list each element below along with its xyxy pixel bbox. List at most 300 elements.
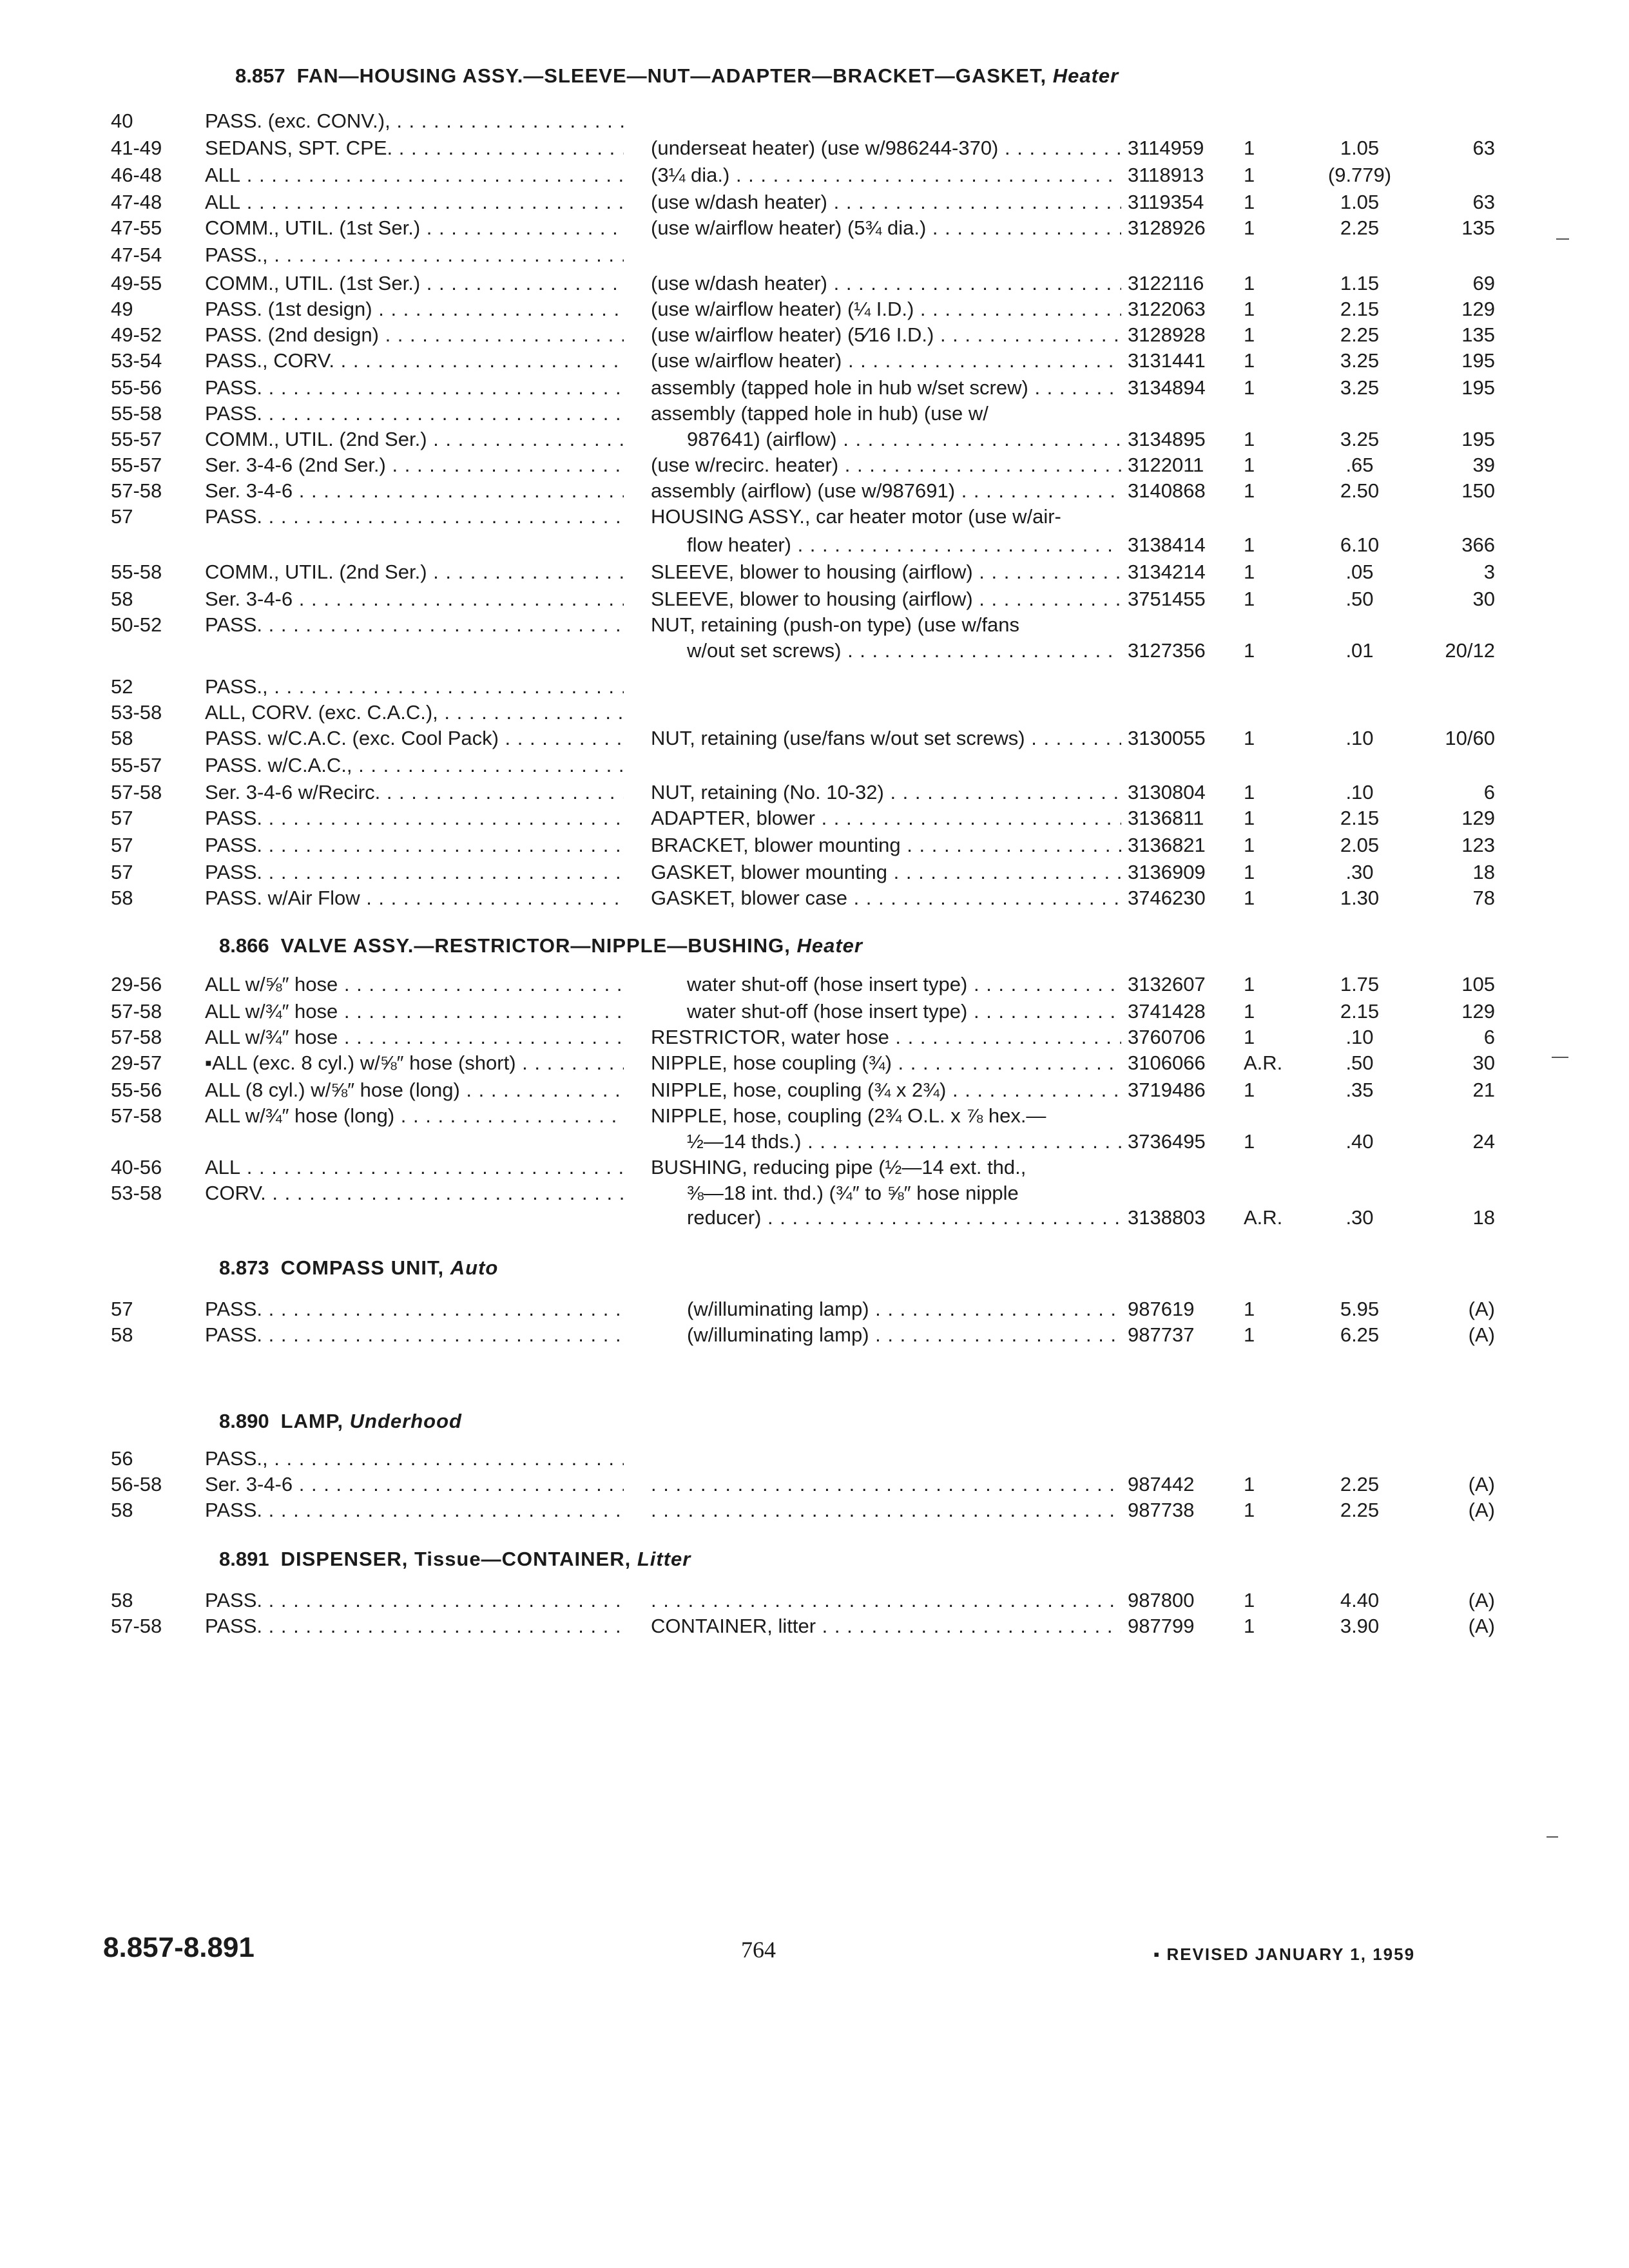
description-cell: (3¼ dia.) . . . — [651, 162, 1121, 188]
part-number-cell: 3136811 — [1128, 807, 1204, 829]
model-cell: ▪ALL (exc. 8 cyl.) w/⅝″ hose (short) . . . — [205, 1050, 624, 1076]
model-cell: ALL w/⅝″ hose . . . — [205, 972, 624, 997]
group-price-cell: 69 — [1472, 272, 1495, 294]
group-price-cell: 6 — [1483, 1026, 1495, 1048]
part-number-cell: 987737 — [1128, 1323, 1195, 1346]
footer-revised-date: ▪ REVISED JANUARY 1, 1959 — [1153, 1945, 1416, 1964]
model-cell: PASS. . . . — [205, 1497, 624, 1523]
description-cell: NIPPLE, hose coupling (¾) . . . — [651, 1050, 1121, 1076]
quantity-cell: 1 — [1244, 781, 1255, 803]
year-cell: 57-58 — [111, 1026, 162, 1048]
section-heading — [219, 1548, 691, 1571]
price-cell: .30 — [1345, 1206, 1374, 1229]
parts-row — [0, 322, 1629, 351]
quantity-cell: 1 — [1244, 298, 1255, 320]
group-price-cell: 20/12 — [1445, 639, 1495, 662]
year-cell: 46-48 — [111, 164, 162, 186]
model-cell: PASS., CORV. . . . — [205, 348, 624, 374]
price-cell: 6.25 — [1340, 1323, 1380, 1346]
part-number-cell: 987800 — [1128, 1589, 1195, 1611]
year-cell: 57 — [111, 807, 133, 829]
section-number: 8.873 — [219, 1256, 269, 1279]
section-heading — [219, 1410, 462, 1433]
price-cell: 3.25 — [1340, 349, 1380, 372]
quantity-cell: 1 — [1244, 349, 1255, 372]
year-cell: 57 — [111, 505, 133, 528]
parts-row — [0, 1129, 1629, 1157]
price-cell: .50 — [1345, 1052, 1374, 1074]
description-cell: (use w/airflow heater) (5⁄16 I.D.) . . . — [651, 322, 1121, 348]
group-price-cell: (A) — [1468, 1615, 1495, 1637]
model-cell: Ser. 3-4-6 (2nd Ser.) . . . — [205, 452, 624, 478]
year-cell: 29-57 — [111, 1052, 162, 1074]
year-cell: 58 — [111, 1323, 133, 1346]
group-price-cell: (A) — [1468, 1473, 1495, 1495]
parts-row — [0, 189, 1629, 218]
part-number-cell: 3122011 — [1128, 454, 1204, 476]
parts-row — [0, 375, 1629, 403]
part-number-cell: 3138414 — [1128, 533, 1206, 556]
year-cell: 57-58 — [111, 1104, 162, 1127]
description-cell: (w/illuminating lamp) . . . — [687, 1322, 1121, 1348]
price-cell: (9.779) — [1327, 164, 1392, 186]
model-cell: Ser. 3-4-6 . . . — [205, 586, 624, 612]
description-cell: GASKET, blower case . . . — [651, 885, 1121, 911]
year-cell: 47-54 — [111, 244, 162, 266]
part-number-cell: 3127356 — [1128, 639, 1206, 662]
year-cell: 53-58 — [111, 701, 162, 724]
section-title: LAMP, — [280, 1410, 344, 1432]
section-heading — [219, 934, 863, 957]
description-cell: (use w/airflow heater) . . . — [651, 348, 1121, 374]
year-cell: 49-55 — [111, 272, 162, 294]
model-cell: PASS. w/C.A.C., . . . — [205, 753, 624, 778]
parts-row — [0, 242, 1629, 271]
parts-row — [0, 1588, 1629, 1616]
parts-row — [0, 805, 1629, 834]
quantity-cell: 1 — [1244, 887, 1255, 909]
year-cell: 56-58 — [111, 1473, 162, 1495]
price-cell: 1.05 — [1340, 137, 1380, 159]
description-cell: NUT, retaining (use/fans w/out set screws) . . . — [651, 726, 1121, 751]
description-cell — [651, 1472, 1121, 1497]
model-cell: PASS. . . . — [205, 1588, 624, 1613]
parts-row — [0, 586, 1629, 615]
description-cell: GASKET, blower mounting . . . — [651, 860, 1121, 885]
quantity-cell: 1 — [1244, 973, 1255, 995]
price-cell: .10 — [1345, 781, 1374, 803]
section-heading — [219, 1256, 498, 1280]
year-cell: 55-57 — [111, 428, 162, 450]
year-cell: 58 — [111, 887, 133, 909]
description-cell: RESTRICTOR, water hose . . . — [651, 1024, 1121, 1050]
margin-tick — [1547, 1836, 1558, 1838]
description-cell — [651, 1588, 1121, 1613]
model-cell: PASS. . . . — [205, 832, 624, 858]
quantity-cell: 1 — [1244, 561, 1255, 583]
quantity-cell: 1 — [1244, 1079, 1255, 1101]
price-cell: .30 — [1345, 861, 1374, 883]
parts-row — [0, 972, 1629, 1000]
quantity-cell: 1 — [1244, 428, 1255, 450]
parts-row — [0, 1497, 1629, 1526]
year-cell: 55-58 — [111, 561, 162, 583]
group-price-cell: 129 — [1461, 298, 1495, 320]
part-number-cell: 987799 — [1128, 1615, 1195, 1637]
part-number-cell: 3136909 — [1128, 861, 1206, 883]
group-price-cell: 30 — [1472, 588, 1495, 610]
year-cell: 49 — [111, 298, 133, 320]
year-cell: 58 — [111, 727, 133, 749]
group-price-cell: 78 — [1472, 887, 1495, 909]
part-number-cell: 3736495 — [1128, 1130, 1206, 1153]
year-cell: 55-58 — [111, 402, 162, 425]
description-cell: assembly (tapped hole in hub) (use w/ — [651, 402, 988, 425]
description-cell: ½—14 thds.) . . . — [687, 1129, 1121, 1155]
section-number: 8.891 — [219, 1548, 269, 1570]
parts-row — [0, 401, 1629, 429]
footer-page-number: 764 — [741, 1937, 776, 1963]
year-cell: 57-58 — [111, 1000, 162, 1023]
model-cell: PASS. w/C.A.C. (exc. Cool Pack) . . . — [205, 726, 624, 751]
group-price-cell: 129 — [1461, 1000, 1495, 1023]
part-number-cell: 3122063 — [1128, 298, 1206, 320]
quantity-cell: 1 — [1244, 376, 1255, 399]
year-cell: 57-58 — [111, 479, 162, 502]
description-cell: (use w/dash heater) . . . — [651, 271, 1121, 296]
description-cell: water shut-off (hose insert type) . . . — [687, 972, 1121, 997]
year-cell: 56 — [111, 1447, 133, 1470]
parts-row — [0, 1446, 1629, 1474]
model-cell: COMM., UTIL. (2nd Ser.) . . . — [205, 427, 624, 452]
part-number-cell: 3118913 — [1128, 164, 1204, 186]
model-cell: PASS. . . . — [205, 1296, 624, 1322]
group-price-cell: 18 — [1472, 861, 1495, 883]
parts-row — [0, 559, 1629, 588]
quantity-cell: 1 — [1244, 216, 1255, 239]
section-title: COMPASS UNIT, — [280, 1256, 445, 1279]
price-cell: .10 — [1345, 727, 1374, 749]
description-cell: SLEEVE, blower to housing (airflow) . . . — [651, 559, 1121, 585]
parts-row — [0, 612, 1629, 640]
part-number-cell: 3746230 — [1128, 887, 1206, 909]
section-title-tail: Litter — [637, 1548, 691, 1570]
model-cell: PASS. (exc. CONV.), . . . — [205, 108, 624, 134]
year-cell: 57 — [111, 861, 133, 883]
part-number-cell: 3128926 — [1128, 216, 1206, 239]
price-cell: 2.15 — [1340, 1000, 1380, 1023]
quantity-cell: 1 — [1244, 861, 1255, 883]
quantity-cell: 1 — [1244, 727, 1255, 749]
model-cell: ALL . . . — [205, 189, 624, 215]
price-cell: 4.40 — [1340, 1589, 1380, 1611]
group-price-cell: 129 — [1461, 807, 1495, 829]
quantity-cell: 1 — [1244, 588, 1255, 610]
quantity-cell: 1 — [1244, 807, 1255, 829]
year-cell: 58 — [111, 1499, 133, 1521]
section-number: 8.866 — [219, 934, 269, 957]
section-title-tail: Underhood — [349, 1410, 462, 1432]
description-cell: (use w/recirc. heater) . . . — [651, 452, 1121, 478]
year-cell: 57-58 — [111, 1615, 162, 1637]
parts-row — [0, 832, 1629, 861]
quantity-cell: 1 — [1244, 1473, 1255, 1495]
part-number-cell: 987619 — [1128, 1298, 1195, 1320]
quantity-cell: 1 — [1244, 454, 1255, 476]
parts-row — [0, 638, 1629, 666]
group-price-cell: (A) — [1468, 1499, 1495, 1521]
price-cell: 3.90 — [1340, 1615, 1380, 1637]
model-cell: CORV. . . . — [205, 1180, 624, 1206]
description-cell: reducer) . . . — [687, 1205, 1121, 1231]
description-cell: ⅜—18 int. thd.) (¾″ to ⅝″ hose nipple — [687, 1182, 1019, 1204]
parts-row — [0, 1155, 1629, 1183]
parts-row — [0, 1472, 1629, 1500]
section-title-tail: Auto — [450, 1256, 499, 1279]
parts-row — [0, 427, 1629, 455]
model-cell: PASS. . . . — [205, 504, 624, 530]
year-cell: 40-56 — [111, 1156, 162, 1178]
year-cell: 53-58 — [111, 1182, 162, 1204]
parts-row — [0, 860, 1629, 888]
description-cell: water shut-off (hose insert type) . . . — [687, 999, 1121, 1024]
quantity-cell: 1 — [1244, 1026, 1255, 1048]
year-cell: 40 — [111, 110, 133, 132]
year-cell: 55-56 — [111, 376, 162, 399]
part-number-cell: 3128928 — [1128, 323, 1206, 346]
section-title-tail: Heater — [796, 934, 863, 957]
year-cell: 55-57 — [111, 454, 162, 476]
section-number: 8.890 — [219, 1410, 269, 1432]
description-cell: BRACKET, blower mounting . . . — [651, 832, 1121, 858]
quantity-cell: 1 — [1244, 639, 1255, 662]
group-price-cell: 6 — [1483, 781, 1495, 803]
description-cell: w/out set screws) . . . — [687, 638, 1121, 664]
model-cell: PASS. . . . — [205, 1613, 624, 1639]
description-cell: SLEEVE, blower to housing (airflow) . . . — [651, 586, 1121, 612]
group-price-cell: 24 — [1472, 1130, 1495, 1153]
group-price-cell: 105 — [1461, 973, 1495, 995]
description-cell: NIPPLE, hose, coupling (¾ x 2¾) . . . — [651, 1077, 1121, 1103]
quantity-cell: A.R. — [1244, 1052, 1283, 1074]
margin-tick — [1552, 1057, 1568, 1058]
group-price-cell: 3 — [1483, 561, 1495, 583]
parts-row — [0, 726, 1629, 754]
model-cell: ALL w/¾″ hose (long) . . . — [205, 1103, 624, 1129]
group-price-cell: 30 — [1472, 1052, 1495, 1074]
part-number-cell: 3114959 — [1128, 137, 1204, 159]
section-title: DISPENSER, Tissue—CONTAINER, — [280, 1548, 631, 1570]
footer-section-range: 8.857-8.891 — [103, 1932, 255, 1963]
part-number-cell: 3719486 — [1128, 1079, 1206, 1101]
price-cell: 2.25 — [1340, 323, 1380, 346]
parts-row — [0, 1322, 1629, 1350]
part-number-cell: 3132607 — [1128, 973, 1206, 995]
quantity-cell: 1 — [1244, 137, 1255, 159]
model-cell: ALL w/¾″ hose . . . — [205, 999, 624, 1024]
quantity-cell: 1 — [1244, 1298, 1255, 1320]
margin-tick — [1556, 238, 1569, 240]
model-cell: PASS. . . . — [205, 612, 624, 638]
price-cell: 1.05 — [1340, 191, 1380, 213]
year-cell: 58 — [111, 588, 133, 610]
model-cell: COMM., UTIL. (1st Ser.) . . . — [205, 271, 624, 296]
year-cell: 55-57 — [111, 754, 162, 776]
description-cell: assembly (tapped hole in hub w/set screw) . . . — [651, 375, 1121, 401]
price-cell: 2.15 — [1340, 807, 1380, 829]
model-cell: PASS., . . . — [205, 242, 624, 268]
parts-row — [0, 532, 1629, 561]
model-cell: Ser. 3-4-6 . . . — [205, 478, 624, 504]
part-number-cell: 3134894 — [1128, 376, 1206, 399]
parts-row — [0, 753, 1629, 781]
year-cell: 29-56 — [111, 973, 162, 995]
quantity-cell: 1 — [1244, 1499, 1255, 1521]
price-cell: .50 — [1345, 588, 1374, 610]
model-cell: PASS. . . . — [205, 401, 624, 427]
quantity-cell: A.R. — [1244, 1206, 1283, 1229]
group-price-cell: (A) — [1468, 1298, 1495, 1320]
parts-row — [0, 108, 1629, 137]
model-cell: Ser. 3-4-6 w/Recirc. . . . — [205, 780, 624, 805]
part-number-cell: 987442 — [1128, 1473, 1195, 1495]
parts-row — [0, 1103, 1629, 1131]
description-cell: CONTAINER, litter . . . — [651, 1613, 1121, 1639]
year-cell: 57 — [111, 1298, 133, 1320]
year-cell: 55-56 — [111, 1079, 162, 1101]
price-cell: 6.10 — [1340, 533, 1380, 556]
section-title: VALVE ASSY.—RESTRICTOR—NIPPLE—BUSHING, — [280, 934, 791, 957]
description-cell: (use w/airflow heater) (5¾ dia.) . . . — [651, 215, 1121, 241]
quantity-cell: 1 — [1244, 164, 1255, 186]
parts-row — [0, 885, 1629, 914]
part-number-cell: 3140868 — [1128, 479, 1206, 502]
part-number-cell: 3760706 — [1128, 1026, 1206, 1048]
quantity-cell: 1 — [1244, 323, 1255, 346]
group-price-cell: 150 — [1461, 479, 1495, 502]
quantity-cell: 1 — [1244, 272, 1255, 294]
parts-row — [0, 296, 1629, 325]
parts-row — [0, 674, 1629, 702]
model-cell: ALL, CORV. (exc. C.A.C.), . . . — [205, 700, 624, 726]
price-cell: 2.25 — [1340, 1473, 1380, 1495]
year-cell: 47-55 — [111, 216, 162, 239]
parts-row — [0, 162, 1629, 191]
price-cell: 2.25 — [1340, 1499, 1380, 1521]
part-number-cell: 3119354 — [1128, 191, 1204, 213]
part-number-cell: 3130055 — [1128, 727, 1206, 749]
price-cell: 3.25 — [1340, 428, 1380, 450]
part-number-cell: 987738 — [1128, 1499, 1195, 1521]
group-price-cell: 63 — [1472, 191, 1495, 213]
part-number-cell: 3130804 — [1128, 781, 1206, 803]
quantity-cell: 1 — [1244, 1000, 1255, 1023]
price-cell: .01 — [1345, 639, 1374, 662]
parts-row — [0, 1613, 1629, 1642]
group-price-cell: 195 — [1461, 376, 1495, 399]
year-cell: 49-52 — [111, 323, 162, 346]
description-cell: (use w/airflow heater) (¼ I.D.) . . . — [651, 296, 1121, 322]
quantity-cell: 1 — [1244, 1323, 1255, 1346]
year-cell: 58 — [111, 1589, 133, 1611]
quantity-cell: 1 — [1244, 834, 1255, 856]
model-cell: PASS., . . . — [205, 674, 624, 700]
group-price-cell: 63 — [1472, 137, 1495, 159]
parts-row — [0, 1296, 1629, 1325]
section-number: 8.857 — [235, 64, 285, 87]
year-cell: 57 — [111, 834, 133, 856]
parts-row — [0, 1205, 1629, 1233]
group-price-cell: 195 — [1461, 428, 1495, 450]
price-cell: 3.25 — [1340, 376, 1380, 399]
part-number-cell: 3106066 — [1128, 1052, 1206, 1074]
group-price-cell: 135 — [1461, 323, 1495, 346]
parts-row — [0, 1077, 1629, 1106]
year-cell: 47-48 — [111, 191, 162, 213]
model-cell: PASS. (2nd design) . . . — [205, 322, 624, 348]
parts-row — [0, 504, 1629, 532]
parts-row — [0, 215, 1629, 244]
quantity-cell: 1 — [1244, 191, 1255, 213]
quantity-cell: 1 — [1244, 479, 1255, 502]
group-price-cell: 39 — [1472, 454, 1495, 476]
parts-row — [0, 1024, 1629, 1053]
description-cell: flow heater) . . . — [687, 532, 1121, 558]
description-cell: NIPPLE, hose, coupling (2¾ O.L. x ⅞ hex.— — [651, 1104, 1046, 1127]
group-price-cell: 10/60 — [1445, 727, 1495, 749]
model-cell: PASS. . . . — [205, 860, 624, 885]
parts-row — [0, 700, 1629, 728]
group-price-cell: 21 — [1472, 1079, 1495, 1101]
description-cell: (w/illuminating lamp) . . . — [687, 1296, 1121, 1322]
parts-row — [0, 478, 1629, 506]
description-cell: NUT, retaining (push-on type) (use w/fans — [651, 613, 1020, 636]
parts-row — [0, 135, 1629, 164]
model-cell: COMM., UTIL. (1st Ser.) . . . — [205, 215, 624, 241]
model-cell: PASS., . . . — [205, 1446, 624, 1472]
model-cell: ALL (8 cyl.) w/⅝″ hose (long) . . . — [205, 1077, 624, 1103]
description-cell: BUSHING, reducing pipe (½—14 ext. thd., — [651, 1156, 1027, 1178]
group-price-cell: 366 — [1461, 533, 1495, 556]
group-price-cell: 123 — [1461, 834, 1495, 856]
year-cell: 52 — [111, 675, 133, 698]
price-cell: .05 — [1345, 561, 1374, 583]
description-cell: 987641) (airflow) . . . — [687, 427, 1121, 452]
description-cell: ADAPTER, blower . . . — [651, 805, 1121, 831]
price-cell: .40 — [1345, 1130, 1374, 1153]
year-cell: 57-58 — [111, 781, 162, 803]
model-cell: PASS. (1st design) . . . — [205, 296, 624, 322]
model-cell: PASS. . . . — [205, 375, 624, 401]
year-cell: 50-52 — [111, 613, 162, 636]
section-title-tail: Heater — [1052, 64, 1119, 87]
model-cell: Ser. 3-4-6 . . . — [205, 1472, 624, 1497]
description-cell — [651, 1497, 1121, 1523]
model-cell: COMM., UTIL. (2nd Ser.) . . . — [205, 559, 624, 585]
parts-row — [0, 780, 1629, 808]
group-price-cell: 18 — [1472, 1206, 1495, 1229]
price-cell: 5.95 — [1340, 1298, 1380, 1320]
quantity-cell: 1 — [1244, 1130, 1255, 1153]
price-cell: 1.15 — [1340, 272, 1380, 294]
description-cell: (use w/dash heater) . . . — [651, 189, 1121, 215]
model-cell: PASS. w/Air Flow . . . — [205, 885, 624, 911]
description-cell: HOUSING ASSY., car heater motor (use w/air- — [651, 505, 1061, 528]
price-cell: 2.05 — [1340, 834, 1380, 856]
parts-row — [0, 452, 1629, 481]
part-number-cell: 3741428 — [1128, 1000, 1206, 1023]
price-cell: 1.30 — [1340, 887, 1380, 909]
